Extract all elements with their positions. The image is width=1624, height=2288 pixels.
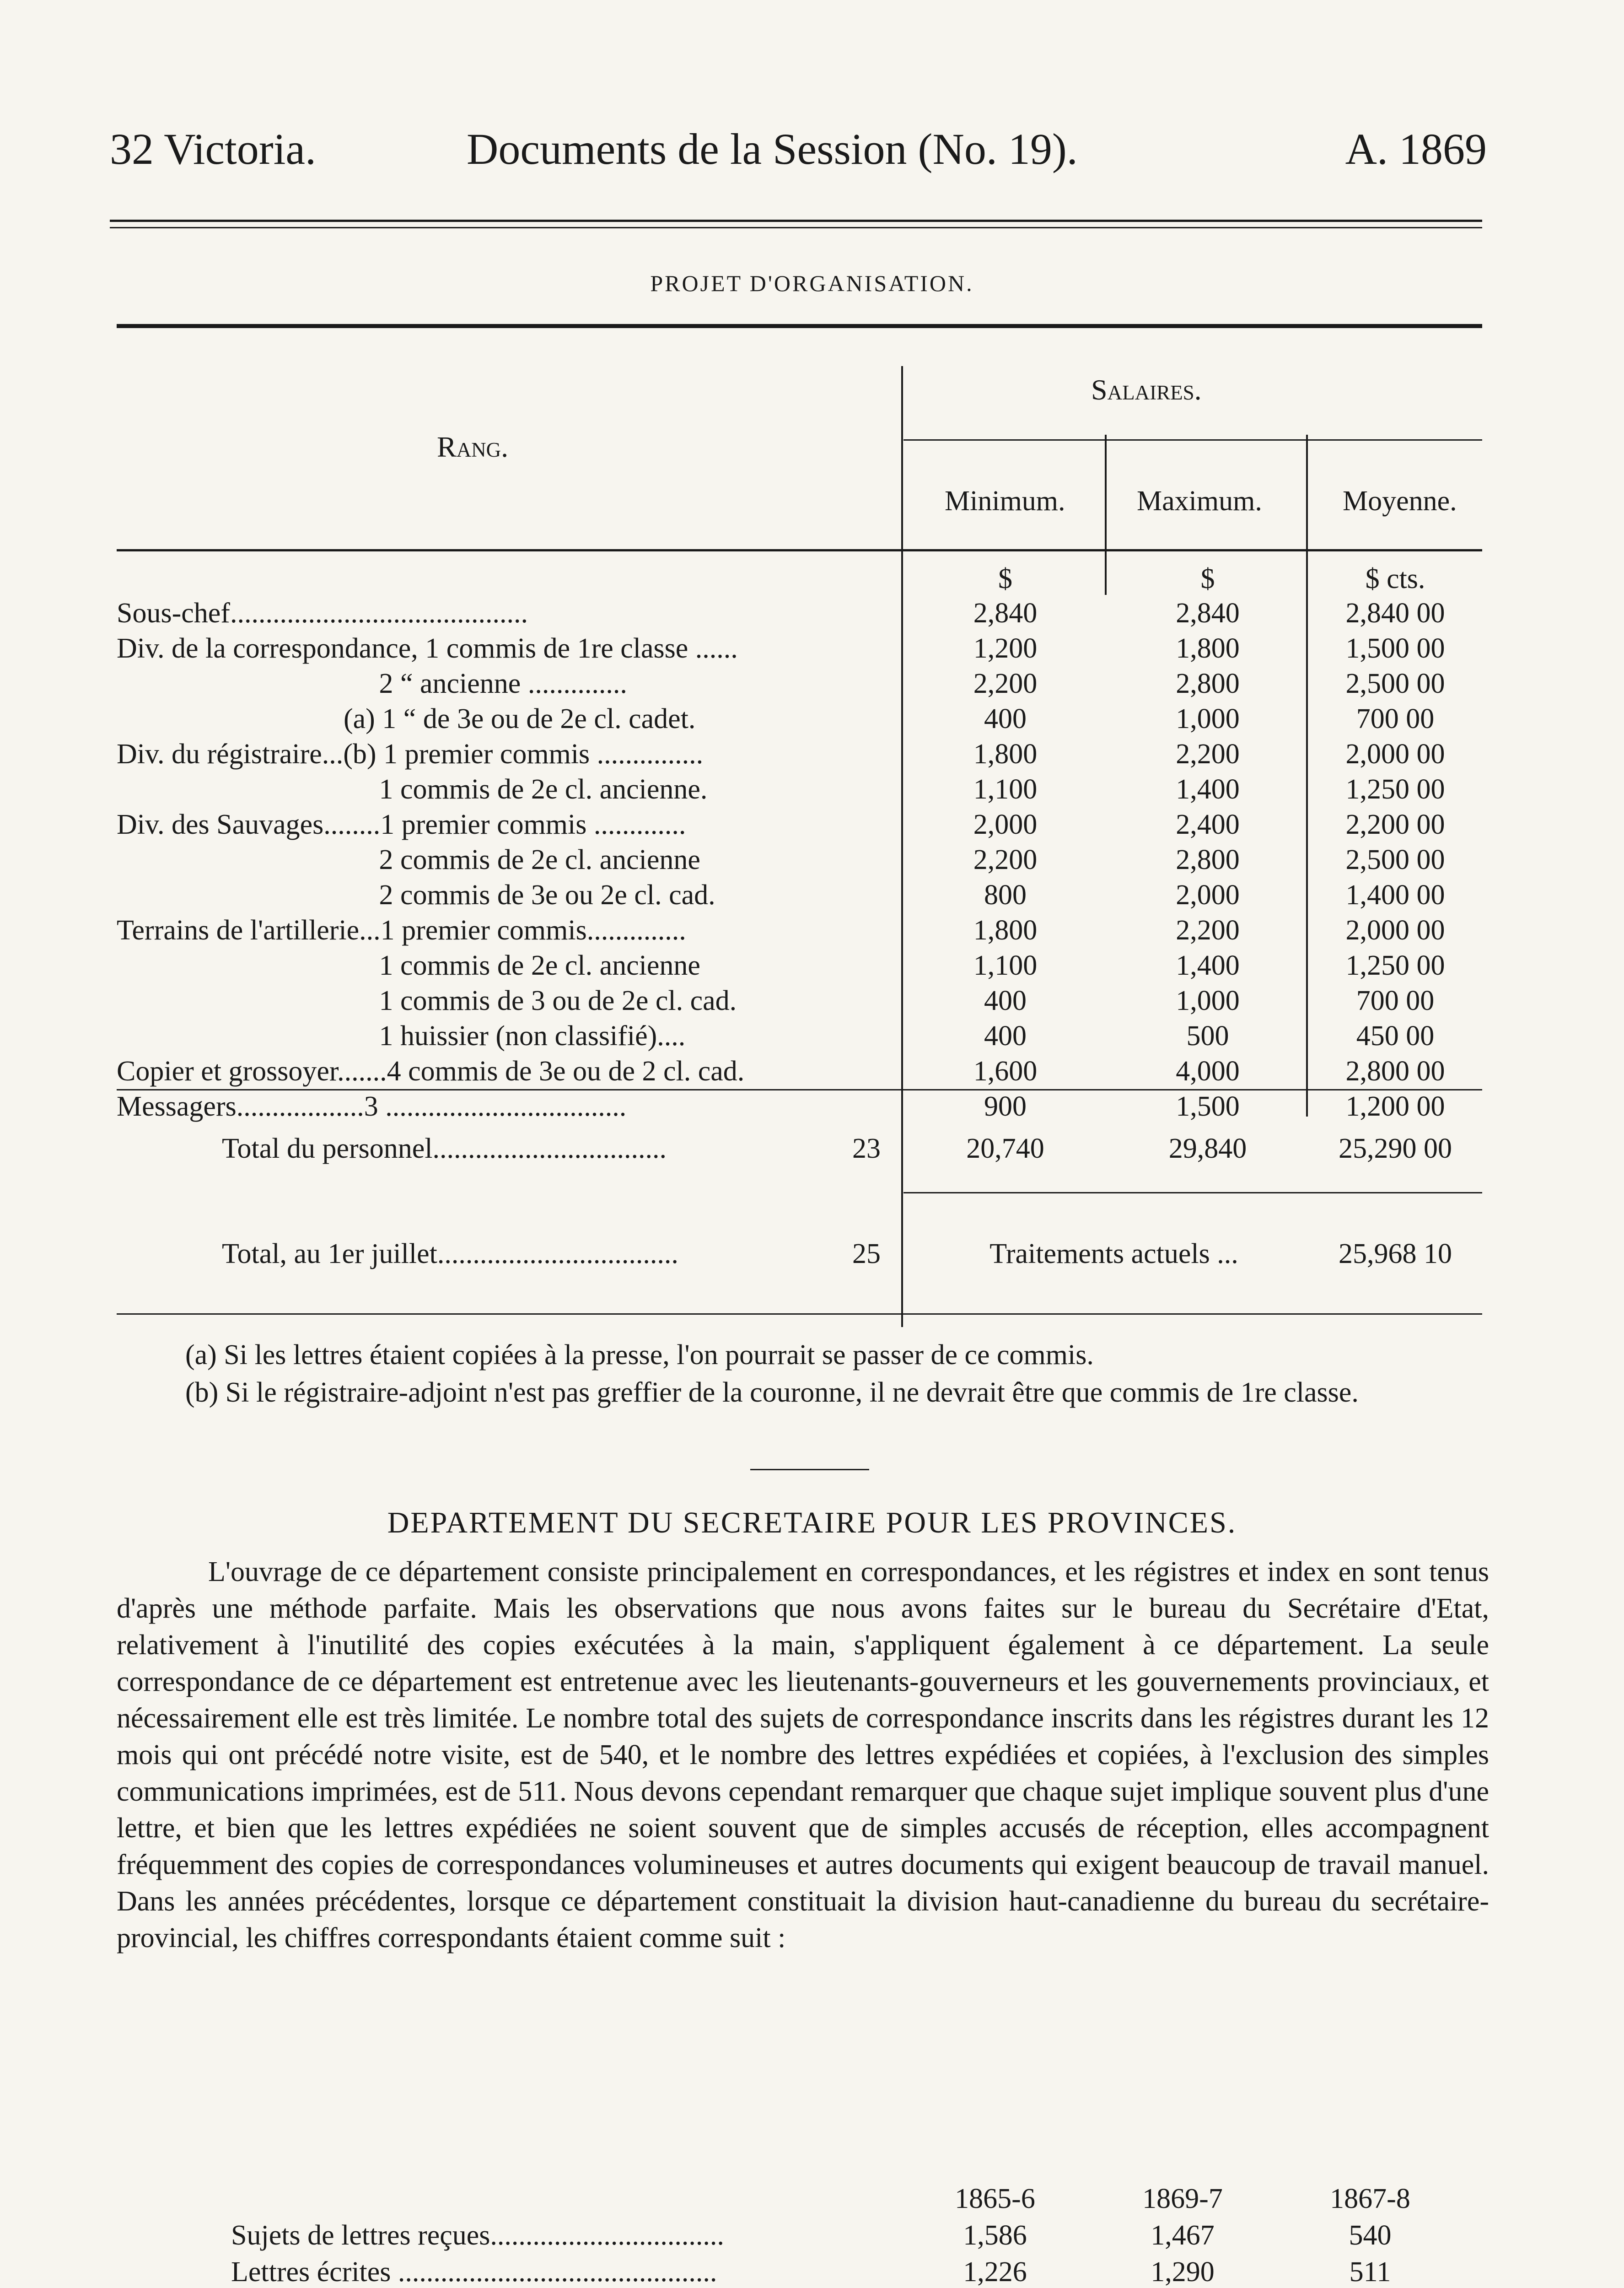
stats-value: 540 [1349,2220,1392,2251]
section-title: PROJET D'ORGANISATION. [650,270,974,296]
table-cell-moy: 2,200 00 [1345,809,1445,840]
total-personnel-moy: 25,290 00 [1339,1133,1452,1164]
total-personnel-max: 29,840 [1168,1133,1247,1164]
table-row-label: 2 commis de 2e cl. ancienne [117,844,700,875]
table-cell-min: 1,600 [973,1056,1038,1087]
table-cell-min: 2,200 [973,844,1038,875]
table-row-label: 2 “ ancienne .............. [117,668,627,699]
table-row-label: 1 commis de 2e cl. ancienne [117,950,700,981]
header-rule-bottom [110,227,1482,228]
footnotes [117,1336,1489,1411]
table-cell-min: 1,100 [973,950,1038,981]
table-row-label: (a) 1 “ de 3e ou de 2e cl. cadet. [117,703,696,734]
table-cell-moy: 1,200 00 [1345,1091,1445,1122]
table-cell-max: 1,500 [1176,1091,1240,1122]
header-volume: 32 Victoria. [110,124,317,173]
table-cell-max: 2,400 [1176,809,1240,840]
unit-moy: $ cts. [1365,563,1425,594]
stats-value: 511 [1349,2256,1391,2288]
total-top-rule [117,1089,1482,1090]
stats-value: 1,226 [963,2256,1027,2288]
header-year: A. 1869 [1345,124,1487,173]
table-cell-max: 2,800 [1176,844,1240,875]
table-cell-max: 1,800 [1176,633,1240,664]
stats-year-1: 1865-6 [955,2183,1035,2214]
table-cell-min: 400 [984,985,1027,1016]
col-min-header: Minimum. [945,486,1065,517]
total-mid-rule [903,1192,1482,1193]
table-cell-max: 2,000 [1176,880,1240,911]
unit-min: $ [998,563,1012,594]
total-personnel-count: 23 [852,1133,881,1164]
table-cell-moy: 1,400 00 [1345,880,1445,911]
traitements-actuels: Traitements actuels ... [989,1238,1238,1269]
table-cell-min: 2,840 [973,598,1038,629]
running-header [110,124,1487,183]
table-row-label: 2 commis de 3e ou 2e cl. cad. [117,880,715,911]
paragraph-1: L'ouvrage de ce département consiste principalement en correspondances, et les régistres et index en sont tenus d'après une méthode parfaite. Mais les observations que nous avons faites sur le bureau du Secrétaire d'Etat, relativement à l'inutilité des copies exécutées à la main, s'appliquent également à ce département. La seule correspondance de ce département est entretenue avec les lieutenants-gouverneurs et les gouvernements provinciaux, et nécessairement elle est très limitée. Le nombre total des sujets de correspondance inscrits dans les régistres durant les 12 mois qui ont précédé notre visite, est de 540, et le nombre des lettres expédiées et copiées, à l'exclusion des simples communications imprimées, est de 511. Nous devons cependant remarquer que chaque sujet implique souvent plus d'une lettre, et bien que les lettres expédiées ne soient souvent que de simples accusés de réception, elles accompagnent fréquemment des copies de correspondances volumineuses et autres documents qui exigent beaucoup de travail manuel. Dans les années précédentes, lorsque ce département constituait la division haut-canadienne du bureau du secrétaire-provincial, les chiffres correspondants étaient comme suit : [117,1556,1489,1953]
stats-year-3: 1867-8 [1330,2183,1410,2214]
table-cell-min: 1,100 [973,774,1038,805]
stats-value: 1,586 [963,2220,1027,2251]
footnote-b: (b) Si le régistraire-adjoint n'est pas greffier de la couronne, il ne devrait être que commis de 1re classe. [185,1377,1359,1408]
table-cell-max: 1,400 [1176,950,1240,981]
table-cell-min: 900 [984,1091,1027,1122]
table-top-rule [117,324,1482,328]
table-cell-min: 1,800 [973,739,1038,770]
total-personnel-min: 20,740 [966,1133,1044,1164]
table-cell-min: 400 [984,1020,1027,1052]
table-row-label: Terrains de l'artillerie...1 premier commis.............. [117,915,686,946]
table-cell-max: 4,000 [1176,1056,1240,1087]
table-cell-moy: 1,250 00 [1345,774,1445,805]
table-cell-moy: 2,000 00 [1345,739,1445,770]
table-row-label: 1 commis de 2e cl. ancienne. [117,774,708,805]
table-cell-moy: 700 00 [1356,985,1435,1016]
table-row-label: Sous-chef.......................................... [117,598,528,629]
table-cell-max: 2,840 [1176,598,1240,629]
table-cell-moy: 700 00 [1356,703,1435,734]
table-cell-max: 1,000 [1176,985,1240,1016]
table-cell-min: 800 [984,880,1027,911]
table-row-label: Messagers..................3 .................................. [117,1091,627,1122]
table-cell-min: 400 [984,703,1027,734]
table-cell-moy: 2,840 00 [1345,598,1445,629]
table-cell-min: 2,200 [973,668,1038,699]
table-cell-moy: 2,500 00 [1345,844,1445,875]
paragraph-2 [117,2286,1489,2288]
table-row-label: Copier et grossoyer.......4 commis de 3e ou de 2 cl. cad. [117,1056,745,1087]
total-personnel-label: Total du personnel................................. [222,1133,667,1164]
footnote-a: (a) Si les lettres étaient copiées à la presse, l'on pourrait se passer de ce commis. [185,1339,1094,1371]
table-row-label: 1 huissier (non classifié).... [117,1020,686,1052]
salary-table [117,348,1482,1341]
table-cell-min: 1,800 [973,915,1038,946]
header-bottom-rule [117,549,1482,551]
section-separator [750,1469,869,1470]
table-row-label: 1 commis de 3 ou de 2e cl. cad. [117,985,737,1016]
total-juillet-label: Total, au 1er juillet.................................. [222,1238,678,1269]
col-moy-header: Moyenne. [1343,486,1457,517]
unit-max: $ [1200,563,1215,594]
table-cell-min: 1,200 [973,633,1038,664]
salaires-underline [903,439,1482,441]
table-cell-max: 2,200 [1176,739,1240,770]
table-row-label: Div. des Sauvages........1 premier commis ............. [117,809,686,840]
col-max-header: Maximum. [1137,486,1262,517]
table-bottom-rule [117,1313,1482,1315]
table-cell-moy: 2,500 00 [1345,668,1445,699]
rang-header: Rang. [437,431,509,463]
stats-row-label: Sujets de lettres reçues................................. [231,2220,724,2251]
table-cell-max: 500 [1186,1020,1229,1052]
table-cell-moy: 450 00 [1356,1020,1435,1052]
table-cell-min: 2,000 [973,809,1038,840]
header-rule-top [110,220,1482,222]
stats-value: 1,467 [1151,2220,1215,2251]
table-cell-max: 1,000 [1176,703,1240,734]
stats-row-label: Lettres écrites ............................................. [231,2256,717,2288]
table-cell-moy: 2,000 00 [1345,915,1445,946]
table-cell-moy: 1,500 00 [1345,633,1445,664]
table-row-label: Div. de la correspondance, 1 commis de 1re classe ...... [117,633,738,664]
table-cell-max: 1,400 [1176,774,1240,805]
table-cell-max: 2,800 [1176,668,1240,699]
stats-year-2: 1869-7 [1142,2183,1223,2214]
salaires-header: Salaires. [1091,373,1202,406]
department-title: DEPARTEMENT DU SECRETAIRE POUR LES PROVINCES. [387,1506,1237,1539]
table-cell-moy: 1,250 00 [1345,950,1445,981]
table-cell-max: 2,200 [1176,915,1240,946]
stats-value: 1,290 [1151,2256,1215,2288]
total-juillet-count: 25 [852,1238,881,1269]
table-row-label: Div. du régistraire...(b) 1 premier commis ............... [117,739,704,770]
header-session: Documents de la Session (No. 19). [467,124,1078,173]
table-cell-moy: 2,800 00 [1345,1056,1445,1087]
total-juillet-moy: 25,968 10 [1339,1238,1452,1269]
